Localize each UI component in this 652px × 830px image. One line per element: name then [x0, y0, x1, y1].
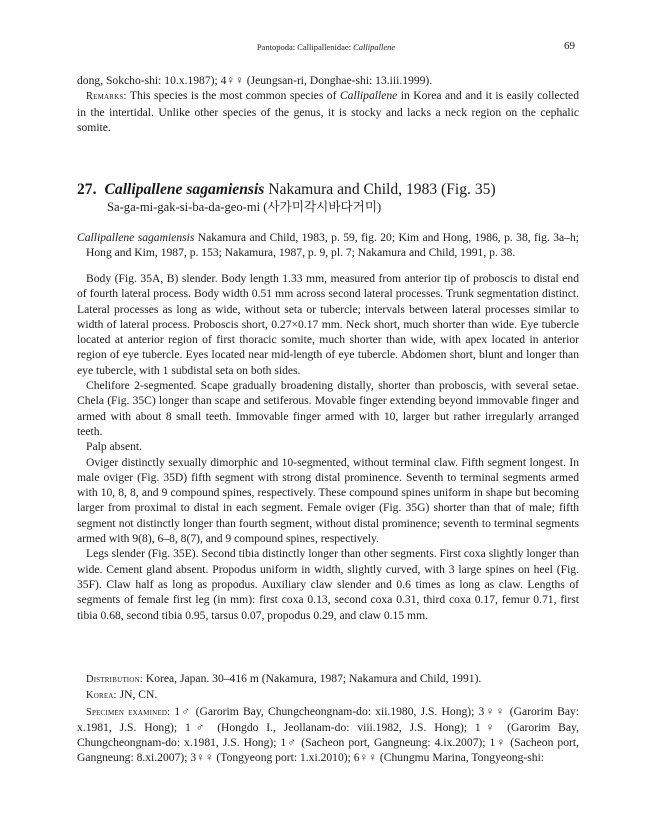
running-head: [0, 42, 652, 52]
species-title: [77, 180, 607, 199]
synonymy-paragraph: [77, 230, 579, 261]
species-scientific-name: Callipallene sagamiensis: [104, 181, 265, 198]
remarks-paragraph: [77, 88, 579, 135]
remarks-text-a: This species is the most common species of: [129, 89, 337, 103]
species-korean-name: Sa-ga-mi-gak-si-ba-da-geo-mi (사가미각시바다거미): [107, 200, 382, 214]
continued-record-line: dong, Sokcho-shi: 10.x.1987); 4♀♀ (Jeungsan-ri, Donghae-shi: 13.iii.1999).: [77, 74, 433, 87]
korea-label: Korea:: [86, 690, 117, 702]
oviger-paragraph: Oviger distinctly sexually dimorphic and 10-segmented, without terminal claw. Fifth segment longest. In male oviger (Fig. 35D) fifth segment with strong distal prominence. Seventh to terminal segments armed with 10, 8, 8, and 9 compound spines, respectively. These compound spines uniform in shape but becoming larger from proximal to distal in each segment. Female oviger (Fig. 35G) shorter than that of male; fifth segment not distinctly longer than fourth segment, without distal prominence; seventh to terminal segments armed with 9(8), 6–8, 8(7), and 9 compound spines, respectively.: [77, 455, 579, 546]
synonymy-name: Callipallene sagamiensis: [77, 231, 195, 244]
specimen-paragraph: [77, 704, 579, 766]
description-block: [77, 271, 579, 623]
korea-paragraph: [77, 687, 579, 703]
palp-paragraph: Palp absent.: [86, 440, 143, 454]
chelifore-paragraph: Chelifore 2-segmented. Scape gradually broadening distally, shorter than proboscis, with several setae. Chela (Fig. 35C) longer than scape and setiferous. Movable finger extending beyond immovable finger and armed with about 8 small teeth. Immovable finger armed with 10, larger but rather irregularly arranged teeth.: [77, 379, 579, 438]
species-heading: [77, 180, 607, 215]
distribution-text: Korea, Japan. 30–416 m (Nakamura, 1987; Nakamura and Child, 1991).: [145, 672, 482, 685]
remarks-text-b: in Korea and and it is easily collected in the intertidal. Unlike other species of the genus, it is stocky and lacks a neck region on the cephalic somite.: [77, 89, 579, 134]
body-paragraph: Body (Fig. 35A, B) slender. Body length 1.33 mm, measured from anterior tip of proboscis to distal end of fourth lateral process. Body width 0.51 mm across second lateral processes. Trunk segmentation distinct. Lateral processes as long as wide, without seta or tubercle; intervals between lateral processes similar to width of lateral process. Proboscis short, 0.27×0.17 mm. Neck short, much shorter than wide. Eye tubercle located at anterior region of first thoracic somite, much shorter than wide, with apex located in anterior region of eye tubercle. Eyes located near mid-length of eye tubercle. Abdomen short, blunt and longer than eye tubercle, with 1 subdistal seta on both sides.: [77, 272, 579, 377]
remarks-label: Remarks:: [86, 91, 127, 103]
remarks-genus: Callipallene: [339, 89, 398, 103]
korea-text: JN, CN.: [119, 688, 158, 702]
running-head-prefix: Pantopoda: Callipallenidae:: [256, 42, 354, 52]
intro-block: [77, 73, 579, 135]
legs-paragraph: Legs slender (Fig. 35E). Second tibia distinctly longer than other segments. First coxa slightly longer than wide. Cement gland absent. Propodus uniform in width, slightly curved, with 3 large spines on heel (Fig. 35F). Claw half as long as propodus. Auxiliary claw slender and 0.6 times as long as claw. Lengths of segments of female first leg (in mm): first coxa 0.13, second coxa 0.31, third coxa 0.17, femur 0.71, first tibia 0.68, second tibia 0.95, tarsus 0.07, propodus 0.29, and claw 0.15 mm.: [77, 547, 579, 622]
synonymy-refs: Nakamura and Child, 1983, p. 59, fig. 20; Kim and Hong, 1986, p. 38, fig. 3a–h; Hong and Kim, 1987, p. 153; Nakamura, 1987, p. 9, pl. 7; Nakamura and Child, 1991, p. 38.: [86, 231, 579, 260]
synonymy-block: [77, 230, 579, 261]
specimen-text: 1♂ (Garorim Bay, Chungcheongnam-do: xii.1980, J.S. Hong); 3♀♀ (Garorim Bay: x.1981, J.S. Hong); 1♂ (Hongdo I., Jeollanam-do: viii.1982, J.S. Hong); 1♀ (Garorim Bay, Chungcheongnam-do: x.1981, J.S. Hong); 1♂ (Sacheon port, Gangneung: 4.ix.2007); 1♀ (Sacheon port, Gangneung: 8.xi.2007); 3♀♀ (Tongyeong port: 1.xi.2010); 6♀♀ (Chungmu Marina, Tongyeong-shi:: [77, 704, 579, 765]
page-number: 69: [564, 40, 575, 52]
specimen-label: Specimen examined:: [86, 706, 171, 718]
records-block: [77, 671, 579, 766]
distribution-paragraph: [77, 671, 579, 687]
species-authority: Nakamura and Child, 1983 (Fig. 35): [268, 181, 496, 198]
running-head-genus: Callipallene: [353, 42, 396, 52]
distribution-label: Distribution:: [86, 674, 143, 685]
species-number: 27.: [77, 181, 97, 198]
